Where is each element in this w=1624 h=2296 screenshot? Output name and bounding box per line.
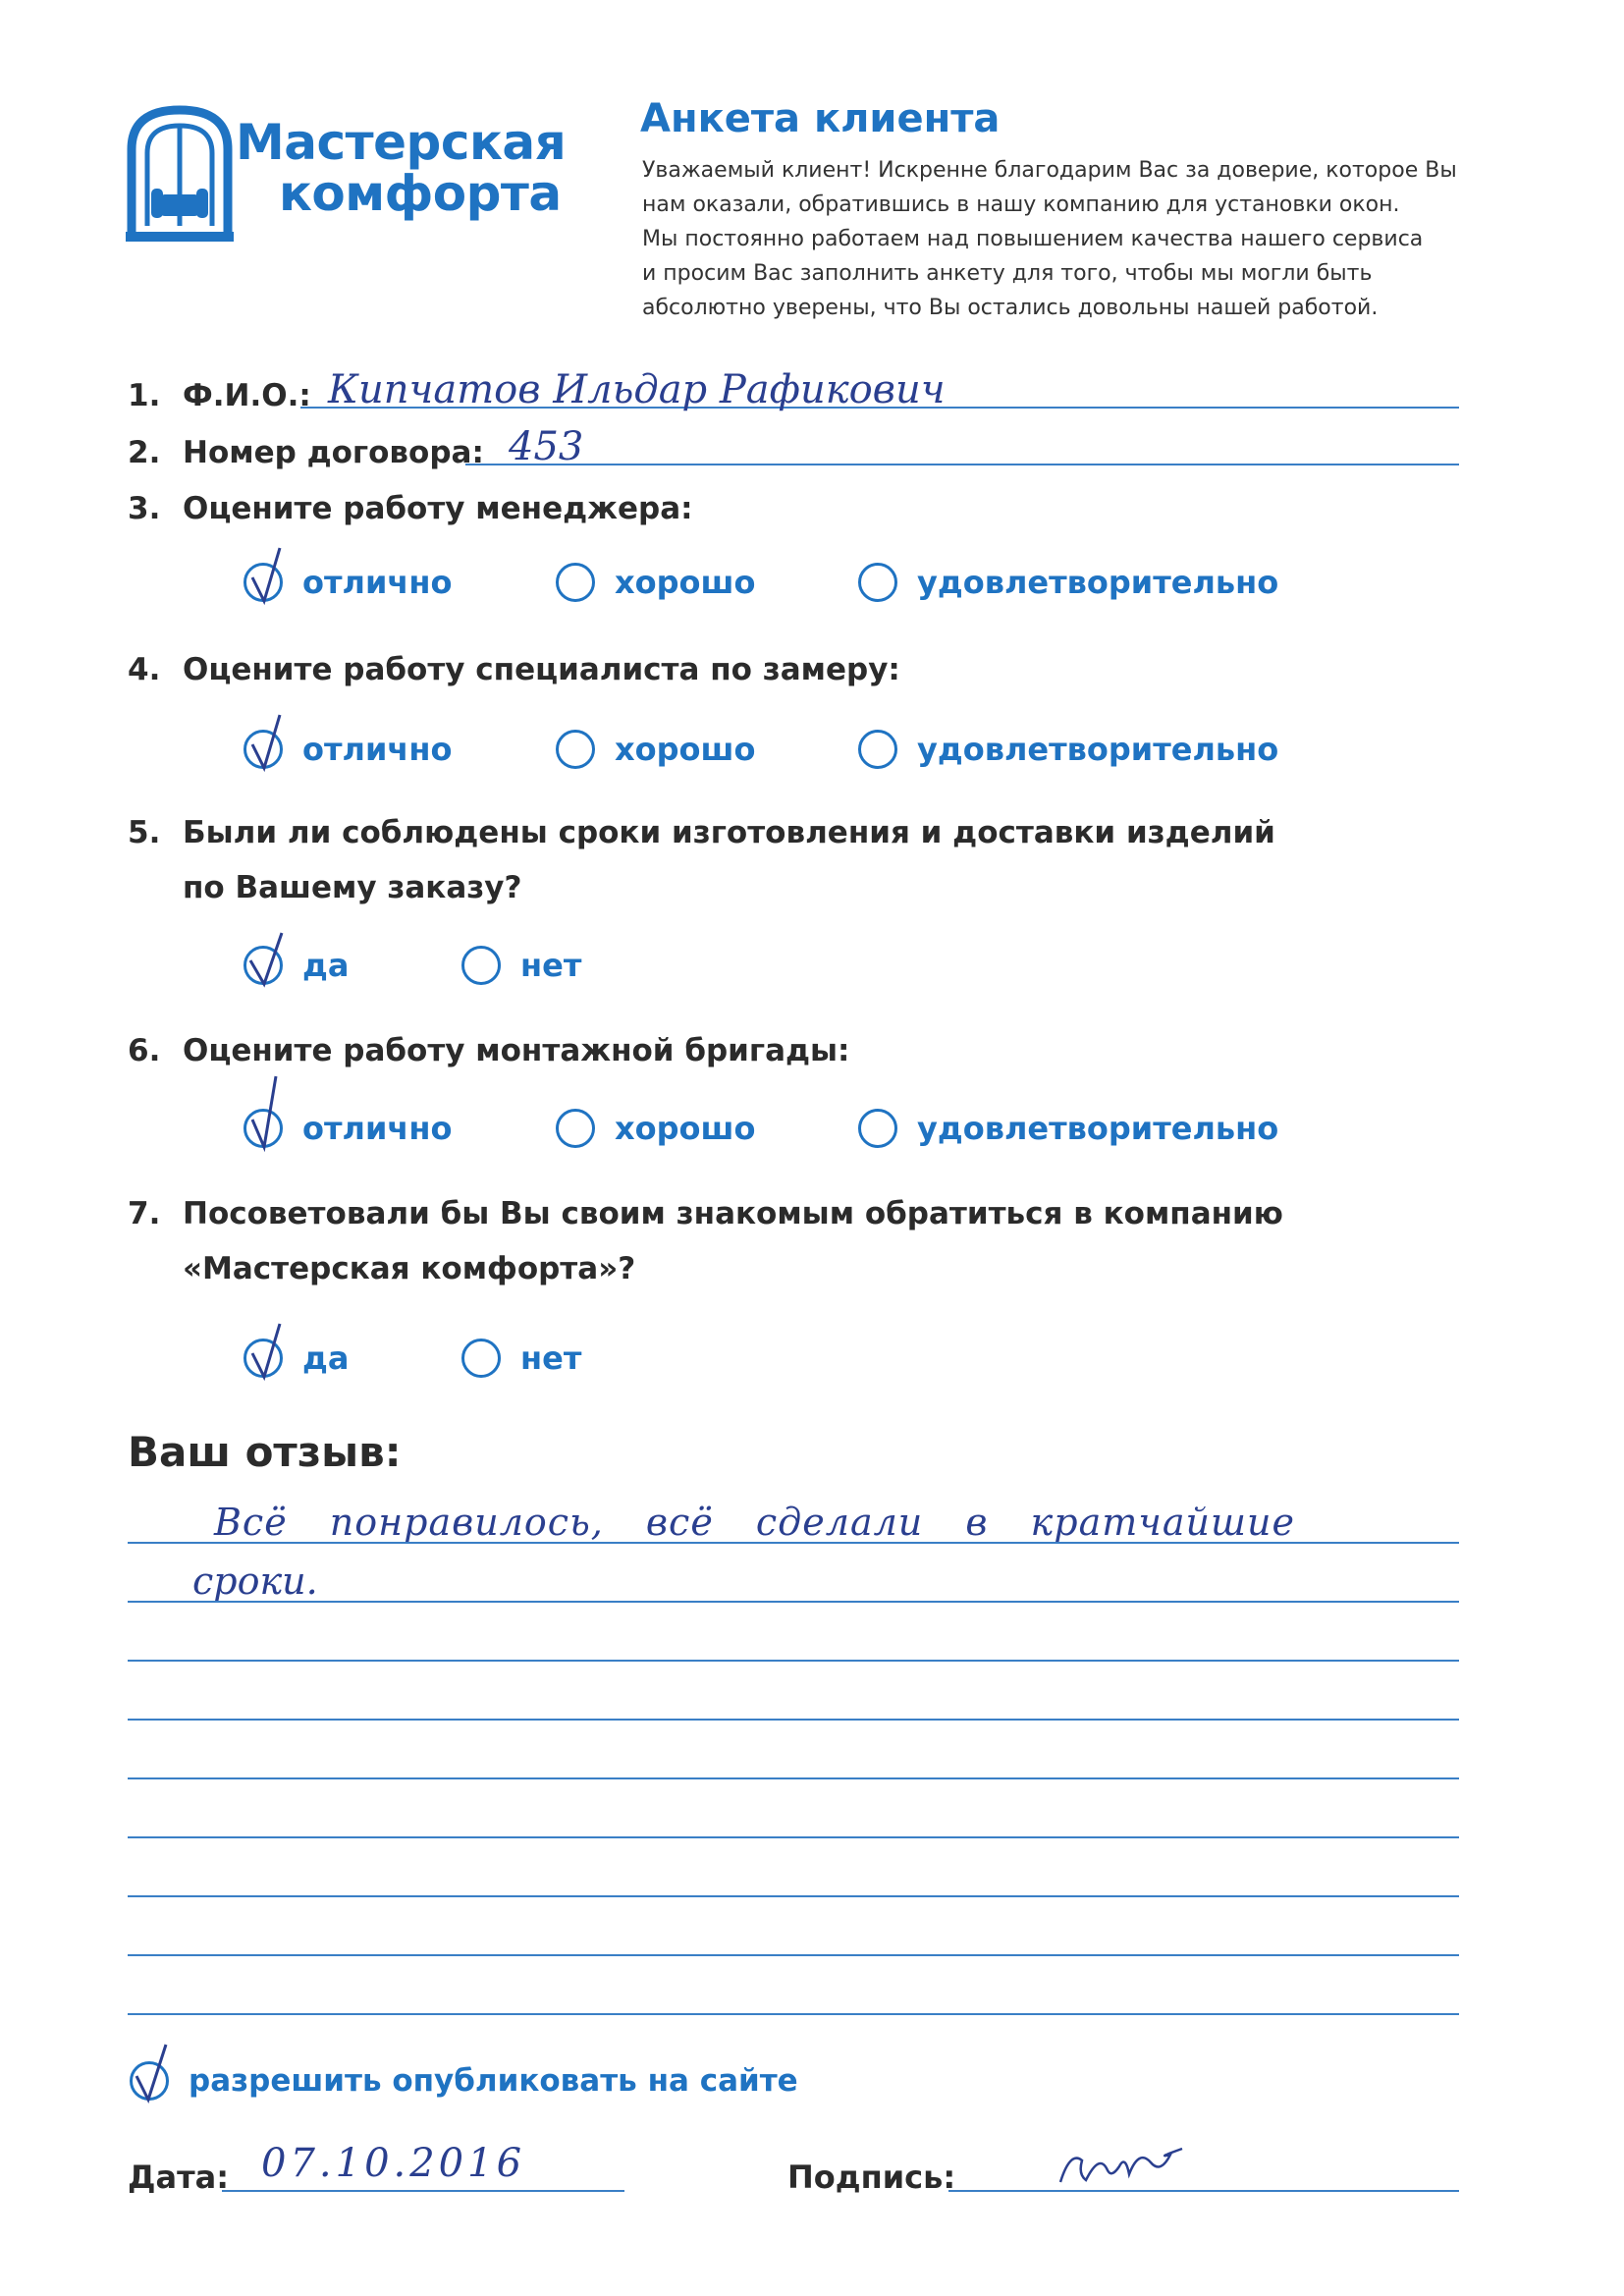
q7-option-no[interactable] bbox=[461, 1336, 581, 1381]
contract-number-field[interactable]: 453 bbox=[509, 424, 584, 469]
option-label: отлично bbox=[302, 1110, 453, 1147]
signature-underline bbox=[948, 2190, 1459, 2192]
q5-option-yes[interactable] bbox=[244, 943, 349, 988]
form-title: Анкета клиента bbox=[640, 96, 1001, 141]
option-label: нет bbox=[520, 947, 582, 984]
name-field[interactable]: Кипчатов Ильдар Рафикович bbox=[328, 367, 946, 412]
intro-line: нам оказали, обратившись в нашу компанию для установки окон. bbox=[642, 192, 1400, 217]
question-text: Оцените работу специалиста по замеру: bbox=[183, 652, 900, 687]
date-underline bbox=[222, 2190, 624, 2192]
review-line bbox=[128, 1895, 1459, 1897]
q6-option-good[interactable] bbox=[556, 1106, 755, 1151]
question-4 bbox=[128, 652, 900, 687]
intro-line: Мы постоянно работаем над повышением качества нашего сервиса bbox=[642, 227, 1424, 251]
review-line bbox=[128, 1660, 1459, 1662]
review-line bbox=[128, 1954, 1459, 1956]
option-label: да bbox=[302, 947, 350, 984]
radio-circle[interactable] bbox=[556, 563, 595, 602]
option-label: хорошо bbox=[615, 1110, 756, 1147]
review-line bbox=[128, 2013, 1459, 2015]
intro-line: Уважаемый клиент! Искренне благодарим Вас за доверие, которое Вы bbox=[642, 158, 1457, 183]
contract-field-label bbox=[128, 435, 484, 470]
option-label: хорошо bbox=[615, 564, 756, 601]
publish-label: разрешить опубликовать на сайте bbox=[189, 2063, 798, 2099]
review-line bbox=[128, 1777, 1459, 1779]
review-text-line[interactable]: Всё понравилось, всё сделали в кратчайшие bbox=[214, 1501, 1295, 1544]
signature-label: Подпись: bbox=[787, 2159, 956, 2196]
intro-line: абсолютно уверены, что Вы остались довольны нашей работой. bbox=[642, 296, 1379, 320]
date-label: Дата: bbox=[128, 2159, 230, 2196]
review-title: Ваш отзыв: bbox=[128, 1428, 402, 1476]
question-number: 1. bbox=[128, 378, 161, 413]
checkmark-icon bbox=[244, 1320, 294, 1383]
option-label: да bbox=[302, 1339, 350, 1377]
checkmark-icon bbox=[244, 1090, 294, 1153]
q3-option-excellent[interactable] bbox=[244, 560, 452, 605]
radio-circle[interactable] bbox=[244, 730, 283, 769]
radio-circle[interactable] bbox=[244, 946, 283, 985]
radio-circle[interactable] bbox=[556, 1109, 595, 1148]
review-text-line[interactable]: сроки. bbox=[192, 1559, 318, 1603]
q4-option-satisfactory[interactable] bbox=[858, 727, 1278, 772]
radio-circle[interactable] bbox=[244, 1339, 283, 1378]
radio-circle[interactable] bbox=[244, 1109, 283, 1148]
question-number: 4. bbox=[128, 652, 161, 687]
option-label: удовлетворительно bbox=[917, 1110, 1279, 1147]
review-line bbox=[128, 1542, 1459, 1544]
question-3 bbox=[128, 491, 693, 526]
option-label: хорошо bbox=[615, 731, 756, 768]
logo-line-1: Мастерская bbox=[236, 114, 567, 171]
question-7 bbox=[128, 1196, 1283, 1231]
radio-circle[interactable] bbox=[858, 730, 897, 769]
option-label: отлично bbox=[302, 731, 453, 768]
question-text: Посоветовали бы Вы своим знакомым обратиться в компанию bbox=[183, 1196, 1283, 1231]
window-sofa-icon bbox=[126, 104, 234, 242]
name-field-label bbox=[128, 378, 311, 413]
checkmark-icon bbox=[244, 711, 294, 774]
question-6 bbox=[128, 1033, 849, 1068]
contract-label: Номер договора: bbox=[183, 435, 484, 470]
review-line bbox=[128, 1601, 1459, 1603]
question-number: 2. bbox=[128, 435, 161, 470]
intro-text bbox=[642, 153, 1477, 325]
checkmark-icon bbox=[131, 2043, 180, 2105]
logo-line-2: комфорта bbox=[279, 165, 562, 222]
date-field[interactable]: 07.10.2016 bbox=[261, 2141, 526, 2186]
q4-option-good[interactable] bbox=[556, 727, 755, 772]
question-5 bbox=[128, 815, 1275, 850]
radio-circle[interactable] bbox=[244, 563, 283, 602]
company-logo bbox=[126, 104, 567, 242]
question-text: Были ли соблюдены сроки изготовления и доставки изделий bbox=[183, 815, 1275, 850]
signature-drawing[interactable] bbox=[1056, 2141, 1194, 2190]
q6-option-excellent[interactable] bbox=[244, 1106, 452, 1151]
question-text-continued: по Вашему заказу? bbox=[183, 870, 522, 905]
publish-checkbox[interactable] bbox=[130, 2061, 169, 2101]
checkmark-icon bbox=[244, 544, 294, 607]
q3-option-satisfactory[interactable] bbox=[858, 560, 1278, 605]
option-label: удовлетворительно bbox=[917, 564, 1279, 601]
review-line bbox=[128, 1836, 1459, 1838]
question-number: 3. bbox=[128, 491, 161, 526]
q6-option-satisfactory[interactable] bbox=[858, 1106, 1278, 1151]
question-text: Оцените работу менеджера: bbox=[183, 491, 693, 526]
review-line bbox=[128, 1719, 1459, 1721]
question-number: 6. bbox=[128, 1033, 161, 1068]
option-label: отлично bbox=[302, 564, 453, 601]
radio-circle[interactable] bbox=[461, 946, 501, 985]
contract-underline bbox=[465, 464, 1459, 465]
radio-circle[interactable] bbox=[461, 1339, 501, 1378]
question-number: 5. bbox=[128, 815, 161, 850]
q3-option-good[interactable] bbox=[556, 560, 755, 605]
checkmark-icon bbox=[244, 927, 294, 990]
q4-option-excellent[interactable] bbox=[244, 727, 452, 772]
option-label: нет bbox=[520, 1339, 582, 1377]
question-text-continued: «Мастерская комфорта»? bbox=[183, 1251, 636, 1286]
question-number: 7. bbox=[128, 1196, 161, 1231]
radio-circle[interactable] bbox=[556, 730, 595, 769]
question-text: Оцените работу монтажной бригады: bbox=[183, 1033, 850, 1068]
option-label: удовлетворительно bbox=[917, 731, 1279, 768]
publish-permission[interactable] bbox=[130, 2056, 798, 2105]
radio-circle[interactable] bbox=[858, 1109, 897, 1148]
name-label: Ф.И.О.: bbox=[183, 378, 311, 413]
intro-line: и просим Вас заполнить анкету для того, чтобы мы могли быть bbox=[642, 261, 1373, 286]
q7-option-yes[interactable] bbox=[244, 1336, 349, 1381]
radio-circle[interactable] bbox=[858, 563, 897, 602]
q5-option-no[interactable] bbox=[461, 943, 581, 988]
